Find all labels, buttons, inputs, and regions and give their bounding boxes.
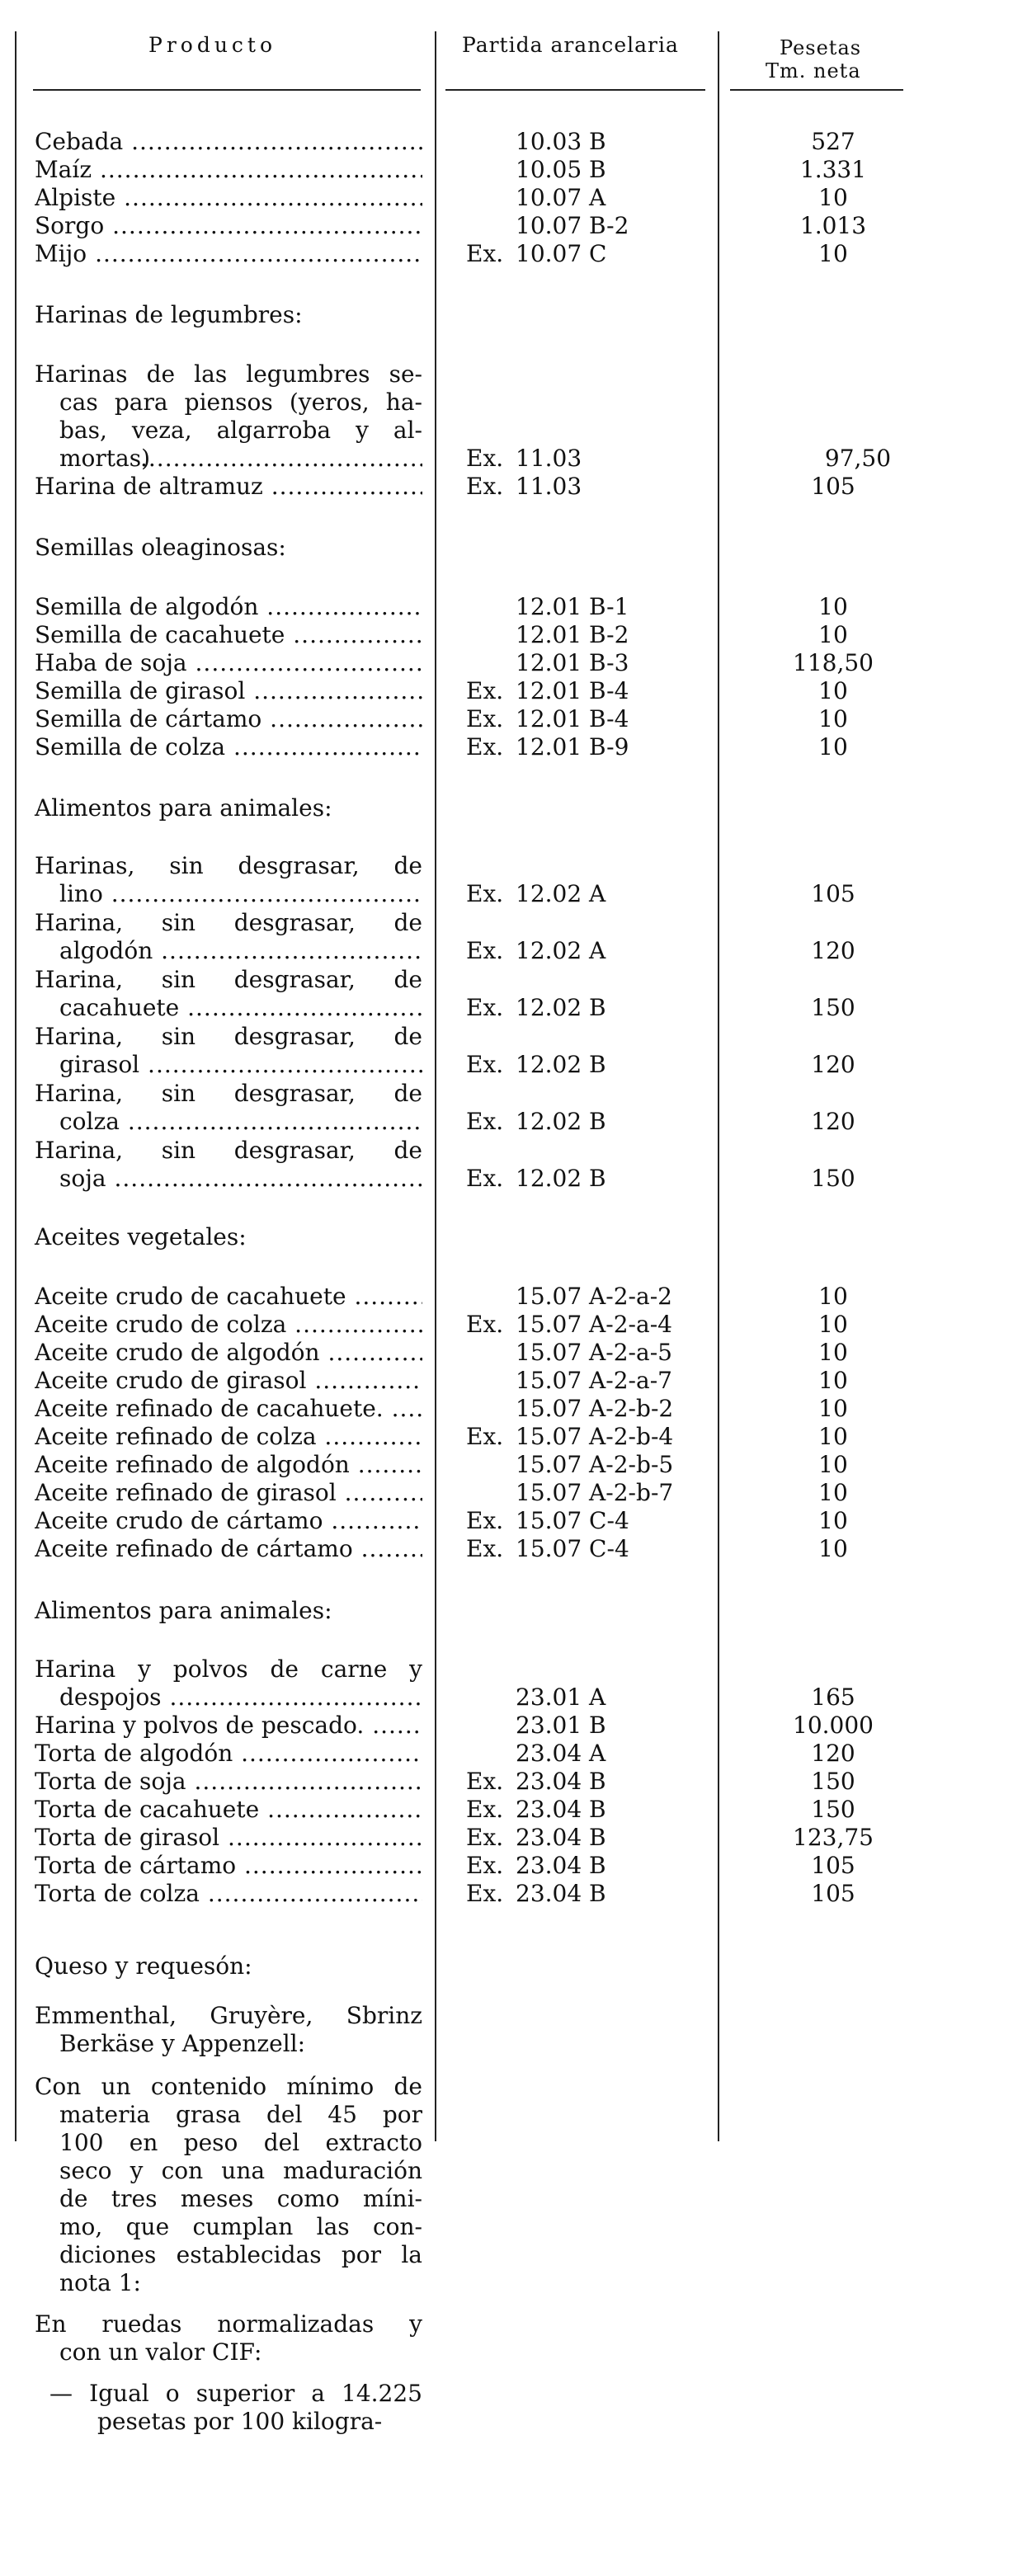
product-name: Semilla de colza ..... — [35, 732, 422, 762]
text-line: Harinas, sin desgrasar, de — [35, 852, 422, 879]
price-value: 10 — [818, 677, 848, 704]
tariff-number: 15.07 A-2-b-7 — [516, 1479, 674, 1506]
text-line: diciones establecidas por la — [59, 2241, 422, 2268]
price-value: 105 — [811, 880, 855, 907]
price-value: 10 — [818, 1339, 848, 1366]
table-row — [0, 1394, 1013, 1424]
ex-marker: Ex. — [466, 994, 504, 1021]
text-line: Harina, sin desgrasar, de — [35, 909, 422, 936]
tariff-number: 10.07 A — [516, 184, 606, 211]
tariff-code — [466, 1683, 714, 1712]
price-value: 10 — [818, 733, 848, 761]
price-value: 150 — [811, 1165, 855, 1192]
tariff-code — [466, 1107, 714, 1137]
product-name: cacahuete ..... — [59, 993, 422, 1023]
ex-marker: Ex. — [466, 1507, 504, 1534]
tariff-code — [466, 620, 714, 650]
tariff-code — [466, 211, 714, 241]
section-alimentos-1: Alimentos para animales: — [35, 794, 332, 822]
table-row — [0, 1310, 1013, 1340]
tariff-code — [466, 1050, 714, 1080]
tariff-number: 10.03 B — [516, 128, 606, 155]
table-row — [0, 155, 1013, 185]
tariff-code — [466, 993, 714, 1023]
table-row — [0, 620, 1013, 650]
tariff-code — [466, 1422, 714, 1452]
product-name: Aceite refinado de girasol ..... — [35, 1478, 422, 1508]
text-line: mo, que cumplan las con- — [59, 2213, 422, 2240]
ex-marker: Ex. — [466, 1165, 504, 1192]
table-row — [0, 1450, 1013, 1480]
text-line: Harina y polvos de carne y — [35, 1655, 422, 1683]
price-value: 150 — [811, 1796, 855, 1823]
product-name: Torta de cacahuete ..... — [35, 1795, 422, 1825]
table-row — [0, 648, 1013, 678]
ex-marker: Ex. — [466, 1423, 504, 1450]
tariff-code — [466, 155, 714, 185]
tariff-number: 12.02 B — [516, 1165, 606, 1192]
tariff-code — [466, 1739, 714, 1768]
table-row — [0, 1422, 1013, 1452]
product-name: Torta de colza ..... — [35, 1879, 422, 1909]
ex-marker: Ex. — [466, 1824, 504, 1851]
tariff-code — [466, 1310, 714, 1340]
table-row — [0, 1164, 1013, 1194]
text-line: Harina, sin desgrasar, de — [35, 1023, 422, 1050]
header-partida: Partida arancelaria — [462, 33, 679, 57]
table-row — [0, 1795, 1013, 1825]
ex-marker: Ex. — [466, 733, 504, 761]
ex-marker: Ex. — [466, 445, 504, 472]
text-line: Emmenthal, Gruyère, Sbrinz — [35, 2002, 422, 2029]
section-queso: Queso y requesón: — [35, 1952, 252, 1980]
price-value: 165 — [811, 1684, 855, 1711]
price-value: 10 — [818, 593, 848, 620]
tariff-number: 15.07 A-2-b-5 — [516, 1451, 674, 1478]
header-tm-neta: Tm. neta — [766, 59, 861, 82]
table-row — [0, 1823, 1013, 1853]
price-value: 123,75 — [793, 1824, 874, 1851]
text-line: bas, veza, algarroba y al- — [59, 417, 422, 444]
tariff-code — [466, 1394, 714, 1424]
text-line: con un valor CIF: — [59, 2338, 262, 2366]
tariff-number: 12.01 B-2 — [516, 621, 629, 648]
text-line: 100 en peso del extracto — [59, 2129, 422, 2156]
header-rule-1 — [33, 89, 421, 91]
table-row — [0, 1711, 1013, 1740]
tariff-code — [466, 1851, 714, 1881]
tariff-number: 23.04 B — [516, 1768, 606, 1795]
tariff-number: 15.07 C-4 — [516, 1507, 629, 1534]
table-row — [0, 1534, 1013, 1564]
ex-marker: Ex. — [466, 1852, 504, 1879]
product-name: despojos ..... — [59, 1683, 422, 1712]
tariff-number: 15.07 A-2-a-4 — [516, 1311, 672, 1338]
tariff-code — [466, 1823, 714, 1853]
tariff-number: 12.01 B-1 — [516, 593, 629, 620]
table-row — [0, 444, 1013, 473]
tariff-number: 11.03 — [516, 473, 582, 500]
tariff-number: 15.07 A-2-a-7 — [516, 1367, 672, 1394]
tariff-code — [466, 1366, 714, 1396]
product-name: Mijo ..... — [35, 239, 422, 269]
text-line: — Igual o superior a 14.225 — [49, 2380, 422, 2407]
ex-marker: Ex. — [466, 1108, 504, 1135]
price-value: 118,50 — [793, 649, 874, 676]
tariff-code — [466, 183, 714, 213]
product-name: Aceite crudo de colza ..... — [35, 1310, 422, 1340]
price-value: 10 — [818, 705, 848, 732]
header-rule-2 — [445, 89, 705, 91]
price-value: 120 — [811, 937, 855, 964]
ex-marker: Ex. — [466, 1796, 504, 1823]
price-value: 1.013 — [799, 212, 867, 239]
price-value: 10 — [818, 1479, 848, 1506]
ex-marker: Ex. — [466, 677, 504, 704]
table-row — [0, 1879, 1013, 1909]
table-row — [0, 211, 1013, 241]
product-name: Aceite refinado de colza ..... — [35, 1422, 422, 1452]
tariff-number: 11.03 — [516, 445, 582, 472]
text-line: En ruedas normalizadas y — [35, 2310, 422, 2338]
price-value: 105 — [811, 1880, 855, 1907]
tariff-code — [466, 444, 714, 473]
text-line: mortas) — [59, 445, 151, 472]
price-value: 120 — [811, 1051, 855, 1078]
table-row — [0, 183, 1013, 213]
product-name: Maíz ..... — [35, 155, 422, 185]
text-line: nota 1: — [59, 2269, 141, 2296]
tariff-number: 10.07 B-2 — [516, 212, 629, 239]
tariff-number: 23.04 B — [516, 1852, 606, 1879]
product-name: colza ..... — [59, 1107, 422, 1137]
tariff-number: 12.02 A — [516, 937, 606, 964]
table-row — [0, 1506, 1013, 1536]
table-row — [0, 1366, 1013, 1396]
product-name: Harina de altramuz ..... — [35, 472, 422, 502]
tariff-number: 15.07 C-4 — [516, 1535, 629, 1562]
ex-marker: Ex. — [466, 1311, 504, 1338]
tariff-code — [466, 1282, 714, 1312]
price-value: 150 — [811, 1768, 855, 1795]
price-value: 10.000 — [793, 1712, 874, 1739]
tariff-number: 12.02 B — [516, 1051, 606, 1078]
price-value: 10 — [818, 1507, 848, 1534]
table-row — [0, 1739, 1013, 1768]
tariff-number: 15.07 A-2-b-2 — [516, 1395, 674, 1422]
ex-marker: Ex. — [466, 705, 504, 732]
price-value: 527 — [811, 128, 855, 155]
product-name: Aceite crudo de girasol ..... — [35, 1366, 422, 1396]
table-row — [0, 1107, 1013, 1137]
tariff-code — [466, 1450, 714, 1480]
section-alimentos-2: Alimentos para animales: — [35, 1597, 332, 1624]
table-row — [0, 1050, 1013, 1080]
price-value: 10 — [818, 1451, 848, 1478]
tariff-code — [466, 676, 714, 706]
tariff-code — [466, 732, 714, 762]
tariff-number: 23.04 A — [516, 1740, 606, 1767]
tariff-number: 23.04 B — [516, 1796, 606, 1823]
tariff-number: 12.01 B-9 — [516, 733, 629, 761]
tariff-number: 12.02 B — [516, 1108, 606, 1135]
product-name: soja ..... — [59, 1164, 422, 1194]
tariff-code — [466, 1478, 714, 1508]
tariff-code — [466, 239, 714, 269]
price-value: 10 — [818, 184, 848, 211]
header-rule-3 — [730, 89, 903, 91]
table-row — [0, 1338, 1013, 1368]
tariff-code — [466, 879, 714, 909]
tariff-number: 12.01 B-4 — [516, 705, 629, 732]
price-value: 105 — [811, 473, 855, 500]
text-line: Harina, sin desgrasar, de — [35, 1137, 422, 1164]
price-value: 10 — [818, 1283, 848, 1310]
tariff-code — [466, 127, 714, 157]
table-row — [0, 704, 1013, 734]
product-name: Aceite refinado de algodón ..... — [35, 1450, 422, 1480]
product-name: Torta de algodón ..... — [35, 1739, 422, 1768]
text-line: cas para piensos (yeros, ha- — [59, 389, 422, 416]
section-semillas: Semillas oleaginosas: — [35, 534, 286, 561]
price-value: 10 — [818, 1311, 848, 1338]
product-name: Aceite crudo de cacahuete ..... — [35, 1282, 422, 1312]
section-harinas: Harinas de legumbres: — [35, 301, 303, 328]
tariff-number: 12.01 B-4 — [516, 677, 629, 704]
table-row — [0, 1851, 1013, 1881]
product-name — [140, 444, 422, 473]
tariff-number: 10.07 C — [516, 240, 607, 267]
tariff-number: 15.07 A-2-b-4 — [516, 1423, 674, 1450]
table-row — [0, 472, 1013, 502]
tariff-number: 23.01 A — [516, 1684, 606, 1711]
table-row — [0, 239, 1013, 269]
table-row — [0, 993, 1013, 1023]
product-name: Semilla de algodón ..... — [35, 592, 422, 622]
product-name: algodón ..... — [59, 936, 422, 966]
tariff-code — [466, 936, 714, 966]
table-row — [0, 879, 1013, 909]
product-name: Semilla de cártamo ..... — [35, 704, 422, 734]
tariff-code — [466, 1767, 714, 1797]
tariff-code — [466, 1879, 714, 1909]
text-line: Harinas de las legumbres se- — [35, 360, 422, 388]
ex-marker: Ex. — [466, 880, 504, 907]
tariff-number: 12.02 B — [516, 994, 606, 1021]
price-value: 10 — [818, 1367, 848, 1394]
price-value: 150 — [811, 994, 855, 1021]
table-row — [0, 1683, 1013, 1712]
table-row — [0, 1282, 1013, 1312]
tariff-number: 23.04 B — [516, 1824, 606, 1851]
product-name: Torta de cártamo ..... — [35, 1851, 422, 1881]
tariff-code — [466, 1338, 714, 1368]
table-row — [0, 592, 1013, 622]
ex-marker: Ex. — [466, 1535, 504, 1562]
product-name: Alpiste ..... — [35, 183, 422, 213]
ex-marker: Ex. — [466, 473, 504, 500]
price-value: 10 — [818, 621, 848, 648]
product-name: Haba de soja ..... — [35, 648, 422, 678]
tariff-code — [466, 648, 714, 678]
tariff-code — [466, 704, 714, 734]
tariff-code — [466, 1711, 714, 1740]
header-producto: Producto — [148, 33, 277, 57]
tariff-number: 12.01 B-3 — [516, 649, 629, 676]
product-name: Aceite refinado de cártamo ..... — [35, 1534, 422, 1564]
tariff-number: 15.07 A-2-a-2 — [516, 1283, 672, 1310]
text-line: Harina, sin desgrasar, de — [35, 966, 422, 993]
price-value: 10 — [818, 1423, 848, 1450]
text-line: Con un contenido mínimo de — [35, 2073, 422, 2100]
ex-marker: Ex. — [466, 1768, 504, 1795]
tariff-code — [466, 472, 714, 502]
tariff-number: 15.07 A-2-a-5 — [516, 1339, 672, 1366]
product-name: girasol ..... — [59, 1050, 422, 1080]
tariff-code — [466, 1164, 714, 1194]
table-row — [0, 1478, 1013, 1508]
text-line: de tres meses como míni- — [59, 2185, 422, 2212]
tariff-code — [466, 1534, 714, 1564]
table-row — [0, 676, 1013, 706]
section-aceites: Aceites vegetales: — [35, 1223, 247, 1250]
header-pesetas: Pesetas — [780, 36, 862, 59]
price-value: 10 — [818, 1395, 848, 1422]
product-name: lino ..... — [59, 879, 422, 909]
price-value: 97,50 — [824, 445, 892, 472]
text-line: Berkäse y Appenzell: — [59, 2030, 306, 2057]
price-value: 1.331 — [799, 156, 867, 183]
product-name: Sorgo ..... — [35, 211, 422, 241]
text-line: pesetas por 100 kilogra- — [97, 2408, 383, 2435]
price-value: 10 — [818, 240, 848, 267]
price-value: 120 — [811, 1108, 855, 1135]
product-name: Torta de girasol ..... — [35, 1823, 422, 1853]
text-line: materia grasa del 45 por — [59, 2101, 422, 2128]
tariff-code — [466, 1795, 714, 1825]
ex-marker: Ex. — [466, 937, 504, 964]
tariff-number: 12.02 A — [516, 880, 606, 907]
price-value: 120 — [811, 1740, 855, 1767]
price-value: 105 — [811, 1852, 855, 1879]
product-name: Semilla de cacahuete ..... — [35, 620, 422, 650]
product-name: Harina y polvos de pescado. ..... — [35, 1711, 422, 1740]
product-name: Cebada ..... — [35, 127, 422, 157]
table-row — [0, 1767, 1013, 1797]
ex-marker: Ex. — [466, 1051, 504, 1078]
table-row — [0, 732, 1013, 762]
ex-marker: Ex. — [466, 240, 504, 267]
tariff-number: 23.01 B — [516, 1712, 606, 1739]
table-row — [0, 127, 1013, 157]
product-name: Aceite crudo de cártamo ..... — [35, 1506, 422, 1536]
tariff-number: 10.05 B — [516, 156, 606, 183]
product-name: Aceite refinado de cacahuete. ..... — [35, 1394, 422, 1424]
tariff-number: 23.04 B — [516, 1880, 606, 1907]
product-name: Semilla de girasol ..... — [35, 676, 422, 706]
text-line: seco y con una maduración — [59, 2157, 422, 2184]
price-value: 10 — [818, 1535, 848, 1562]
text-line: Harina, sin desgrasar, de — [35, 1080, 422, 1107]
table-row — [0, 936, 1013, 966]
product-name: Aceite crudo de algodón ..... — [35, 1338, 422, 1368]
ex-marker: Ex. — [466, 1880, 504, 1907]
tariff-code — [466, 592, 714, 622]
tariff-code — [466, 1506, 714, 1536]
product-name: Torta de soja ..... — [35, 1767, 422, 1797]
